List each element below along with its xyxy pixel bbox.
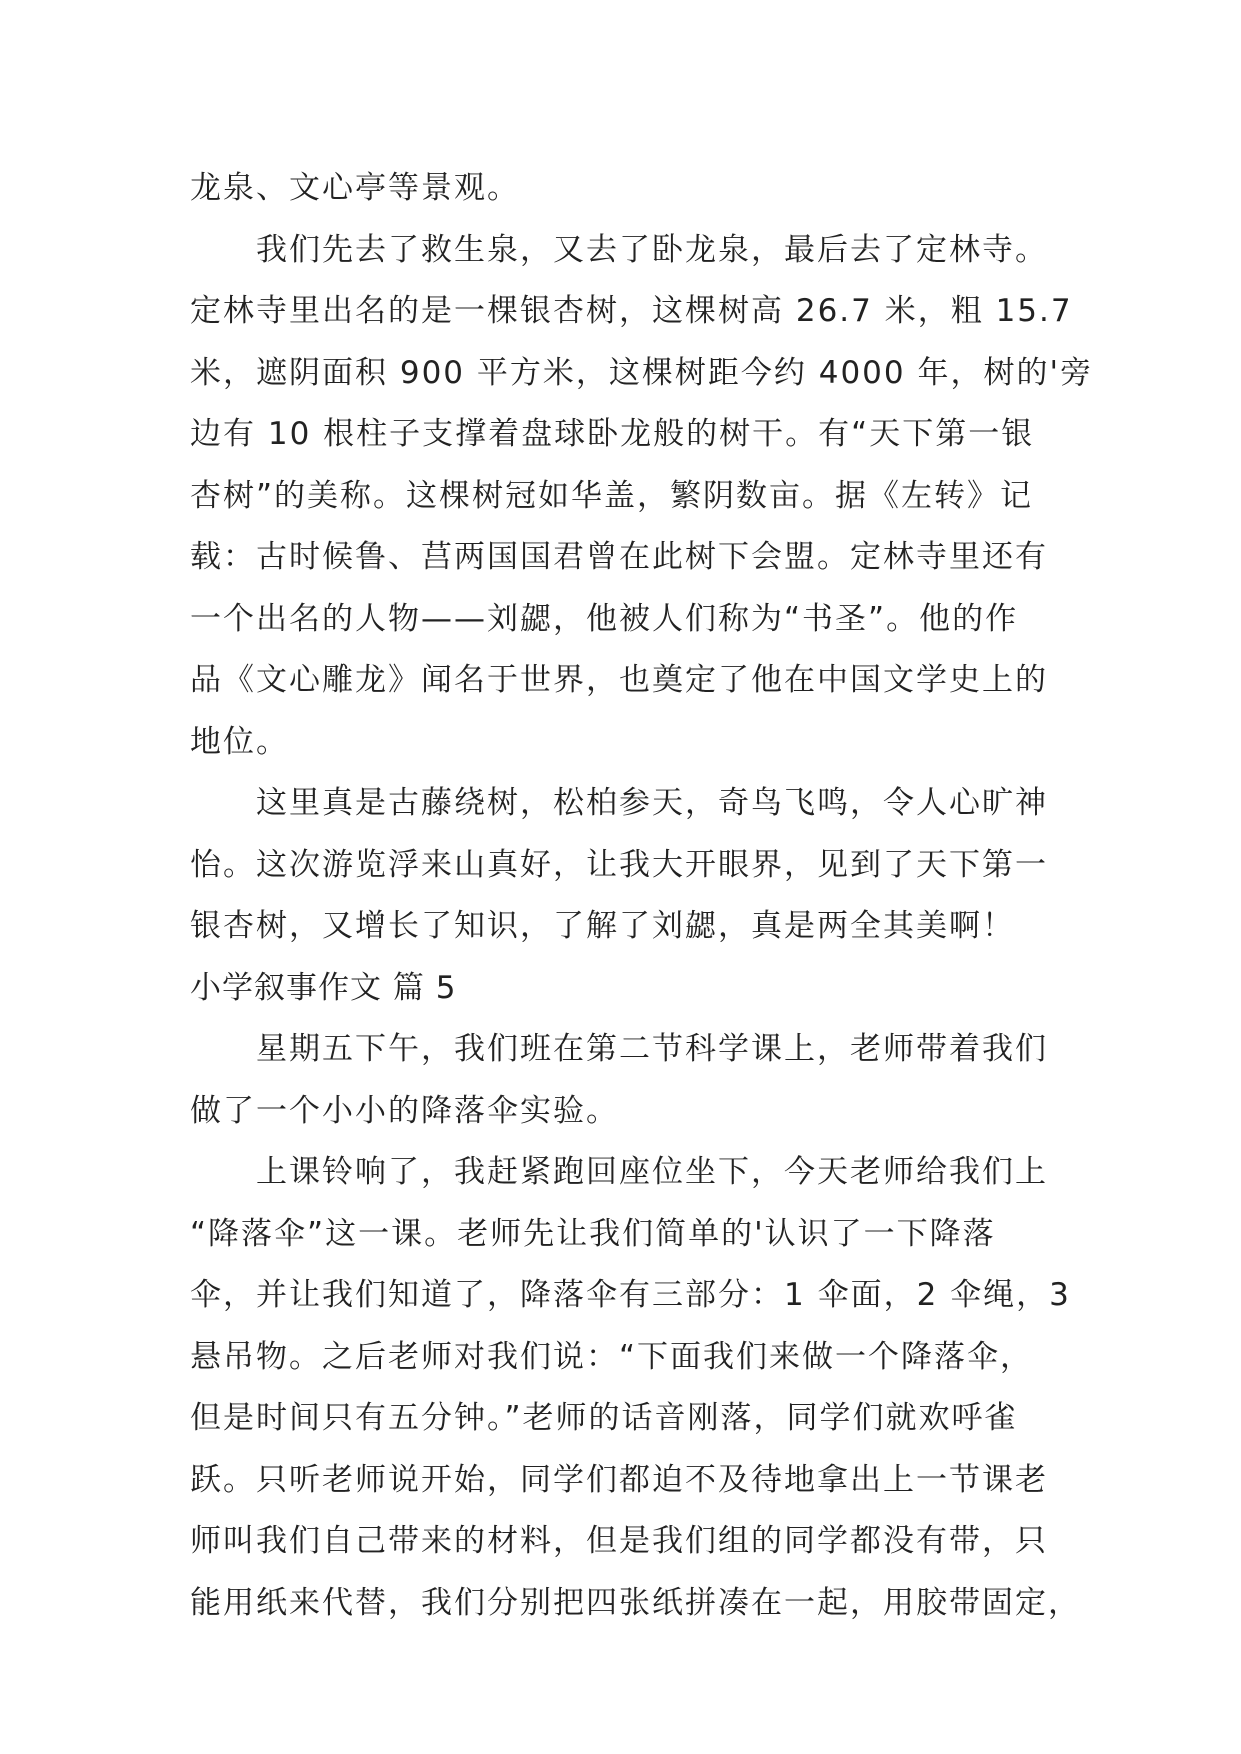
paragraph-first-line: 这里真是古藤绕树，松柏参天，奇鸟飞鸣，令人心旷神 [256,785,1048,821]
text-line: 地位。 [190,723,289,760]
paragraph-first-line: 星期五下午，我们班在第二节科学课上，老师带着我们 [256,1031,1048,1067]
paragraph-first-line: 上课铃响了，我赶紧跑回座位坐下，今天老师给我们上 [256,1154,1048,1190]
text-line: 载：古时候鲁、莒两国国君曾在此树下会盟。定林寺里还有 [190,539,1048,575]
section-heading: 小学叙事作文 篇 5 [190,969,457,1006]
text-line: 做了一个小小的降落伞实验。 [190,1092,619,1129]
text-line: 一个出名的人物——刘勰，他被人们称为“书圣”。他的作 [190,600,1019,637]
text-line: 悬吊物。之后老师对我们说：“下面我们来做一个降落伞， [190,1338,1034,1375]
text-line: 怡。这次游览浮来山真好，让我大开眼界，见到了天下第一 [190,846,1048,883]
text-line: 米，遮阴面积 900 平方米，这棵树距今约 4000 年，树的'旁 [190,354,1093,391]
text-line: 跃。只听老师说开始，同学们都迫不及待地拿出上一节课老 [190,1461,1048,1498]
text-line: 师叫我们自己带来的材料，但是我们组的同学都没有带，只 [190,1523,1048,1559]
text-line: 定林寺里出名的是一棵银杏树，这棵树高 26.7 米，粗 15.7 [190,293,1073,329]
text-line: 银杏树，又增长了知识，了解了刘勰，真是两全其美啊！ [190,908,1015,944]
text-line: 边有 10 根柱子支撑着盘球卧龙般的树干。有“天下第一银 [190,416,1035,452]
paragraph-first-line: 我们先去了救生泉，又去了卧龙泉，最后去了定林寺。 [256,231,1048,268]
text-line: 伞，并让我们知道了，降落伞有三部分：1 伞面，2 伞绳，3 [190,1277,1071,1313]
text-line: 杏树”的美称。这棵树冠如华盖，繁阴数亩。据《左转》记 [190,477,1034,514]
text-line: 龙泉、文心亭等景观。 [190,170,520,206]
text-line: “降落伞”这一课。老师先让我们简单的'认识了一下降落 [190,1215,996,1252]
document-body [190,158,1093,1634]
text-line: 但是时间只有五分钟。”老师的话音刚落，同学们就欢呼雀 [190,1400,1018,1436]
text-line: 能用纸来代替，我们分别把四张纸拼凑在一起，用胶带固定， [190,1584,1081,1621]
text-line: 品《文心雕龙》闻名于世界，也奠定了他在中国文学史上的 [190,662,1048,698]
